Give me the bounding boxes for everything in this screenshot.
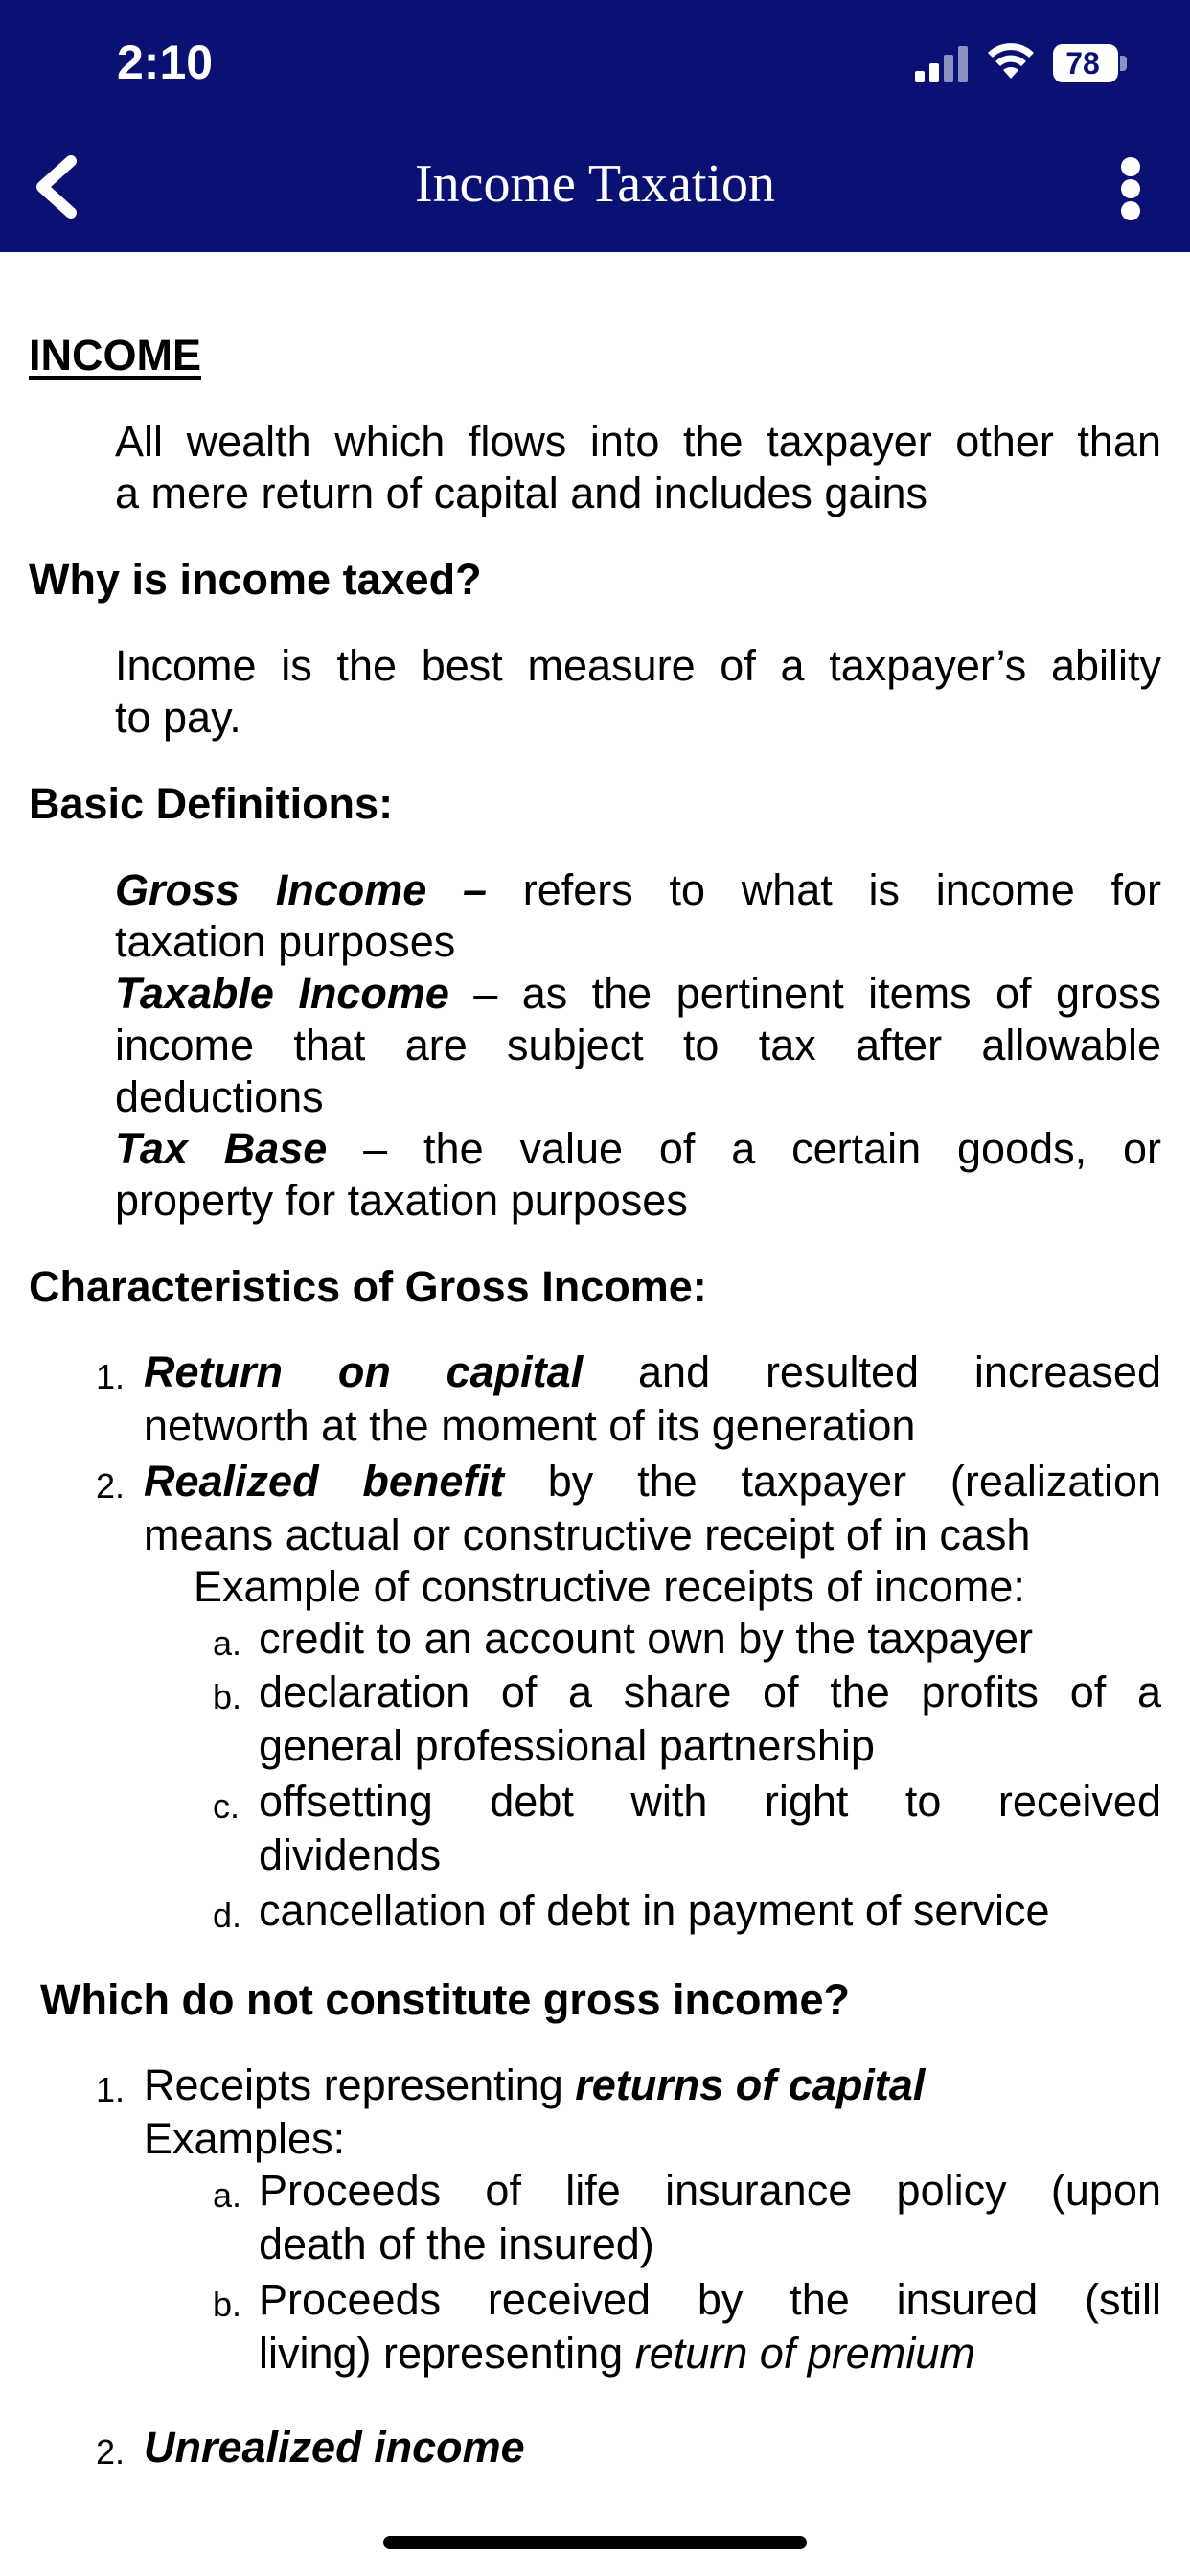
characteristic-item-1-line1: and resulted increased bbox=[583, 1347, 1161, 1396]
list-letter: b. bbox=[213, 1677, 242, 1716]
not-gross-examples-label: Examples: bbox=[144, 2114, 346, 2163]
more-dot-icon bbox=[1121, 179, 1140, 198]
not-gross-example-a-line1: Proceeds of life insurance policy (upon bbox=[259, 2166, 1161, 2215]
taxable-income-term: Taxable Income bbox=[115, 969, 449, 1018]
tax-base-definition bbox=[115, 1123, 1161, 1175]
returns-of-capital-term: returns of capital bbox=[575, 2060, 926, 2109]
basic-definitions-heading: Basic Definitions: bbox=[29, 779, 394, 828]
realized-benefit-term: Realized benefit bbox=[144, 1457, 504, 1506]
battery-level: 78 bbox=[1065, 46, 1100, 80]
wifi-icon bbox=[986, 40, 1036, 80]
list-letter: d. bbox=[213, 1896, 242, 1935]
income-definition-line1: All wealth which flows into the taxpayer other than bbox=[115, 417, 1161, 466]
list-letter: a. bbox=[213, 2175, 242, 2215]
characteristic-item-2 bbox=[144, 1455, 1161, 1508]
list-number: 2. bbox=[96, 1466, 126, 1506]
more-dot-icon bbox=[1121, 157, 1140, 176]
characteristics-heading: Characteristics of Gross Income: bbox=[29, 1262, 707, 1311]
constructive-receipts-label: Example of constructive receipts of income: bbox=[194, 1562, 1025, 1611]
constructive-receipt-b-line2: general professional partnership bbox=[259, 1721, 875, 1770]
not-gross-example-b-line2-text: living) representing bbox=[259, 2329, 635, 2378]
page-title: Income Taxation bbox=[414, 154, 776, 214]
taxable-income-def-line2: income that are subject to tax after allowable bbox=[115, 1021, 1161, 1070]
tax-base-def-line2: property for taxation purposes bbox=[115, 1176, 688, 1225]
not-gross-item-1-text: Receipts representing bbox=[144, 2060, 576, 2109]
why-taxed-answer-line1: Income is the best measure of a taxpayer’s ability bbox=[115, 641, 1161, 690]
gross-income-definition bbox=[115, 864, 1161, 916]
why-taxed-heading: Why is income taxed? bbox=[29, 555, 482, 604]
income-definition-line2: a mere return of capital and includes gains bbox=[115, 469, 927, 518]
tax-base-def-line1: – the value of a certain goods, or bbox=[327, 1124, 1162, 1173]
not-gross-income-heading: Which do not constitute gross income? bbox=[40, 1975, 851, 2024]
return-of-premium-term: return of premium bbox=[634, 2329, 975, 2378]
characteristic-item-2-line2: means actual or constructive receipt of in cash bbox=[144, 1510, 1031, 1559]
gross-income-def-line1: refers to what is income for bbox=[487, 865, 1161, 914]
constructive-receipt-c-line1: offsetting debt with right to received bbox=[259, 1777, 1161, 1826]
home-indicator[interactable] bbox=[383, 2536, 807, 2549]
gross-income-def-line2: taxation purposes bbox=[115, 917, 456, 966]
list-letter: c. bbox=[213, 1786, 240, 1826]
unrealized-income-term: Unrealized income bbox=[144, 2423, 525, 2472]
characteristic-item-2-line1: by the taxpayer (realization bbox=[503, 1457, 1161, 1506]
status-time: 2:10 bbox=[117, 35, 214, 89]
characteristic-item-1-line2: networth at the moment of its generation bbox=[144, 1401, 916, 1450]
list-number: 2. bbox=[96, 2432, 126, 2472]
not-gross-item-1 bbox=[144, 2058, 925, 2112]
cellular-signal-icon bbox=[913, 44, 971, 82]
taxable-income-def-line3: deductions bbox=[115, 1072, 324, 1121]
taxable-income-def-line1: – as the pertinent items of gross bbox=[448, 969, 1161, 1018]
constructive-receipt-a: credit to an account own by the taxpayer bbox=[259, 1614, 1033, 1663]
taxable-income-definition bbox=[115, 968, 1161, 1020]
more-dot-icon bbox=[1121, 201, 1140, 220]
constructive-receipt-c-line2: dividends bbox=[259, 1830, 442, 1879]
app-header bbox=[0, 0, 1190, 252]
more-options-button[interactable] bbox=[1111, 157, 1150, 220]
battery-indicator bbox=[1053, 44, 1118, 82]
constructive-receipt-d: cancellation of debt in payment of service bbox=[259, 1886, 1050, 1935]
return-on-capital-term: Return on capital bbox=[144, 1347, 584, 1396]
gross-income-term: Gross Income – bbox=[115, 865, 488, 914]
not-gross-example-a-line2: death of the insured) bbox=[259, 2220, 654, 2268]
constructive-receipt-b-line1: declaration of a share of the profits of a bbox=[259, 1668, 1161, 1716]
why-taxed-answer-line2: to pay. bbox=[115, 693, 241, 742]
characteristic-item-1 bbox=[144, 1346, 1161, 1399]
list-number: 1. bbox=[96, 2070, 126, 2109]
list-letter: a. bbox=[213, 1623, 242, 1663]
tax-base-term: Tax Base bbox=[115, 1124, 328, 1173]
income-heading: INCOME bbox=[29, 331, 201, 380]
not-gross-example-b-line1: Proceeds received by the insured (still bbox=[259, 2275, 1161, 2324]
list-letter: b. bbox=[213, 2285, 242, 2324]
list-number: 1. bbox=[96, 1357, 126, 1396]
not-gross-example-b-line2 bbox=[259, 2327, 975, 2380]
battery-cap bbox=[1120, 56, 1127, 71]
